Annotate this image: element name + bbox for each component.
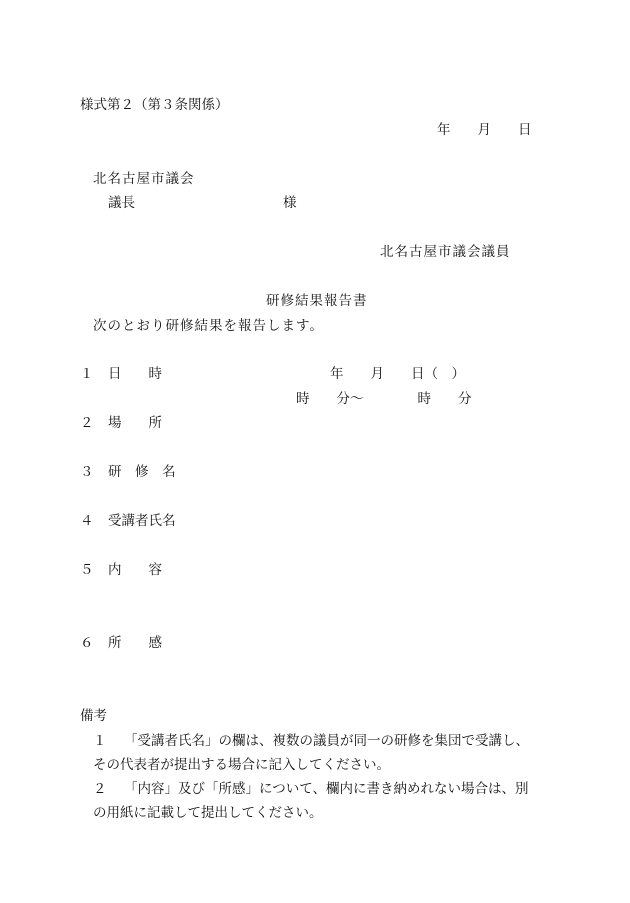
item-label-content: 内 容 <box>108 562 162 578</box>
note-text-line: その代表者が提出する場合に記入してください。 <box>93 757 390 773</box>
addressee-title: 議長 <box>108 195 135 211</box>
item-number: １ <box>80 366 94 382</box>
item-label-impressions: 所 感 <box>108 635 162 651</box>
item-number: ４ <box>80 513 94 529</box>
form-label: 様式第２（第３条関係） <box>80 97 229 113</box>
item-label-place: 場 所 <box>108 415 162 431</box>
addressee-honorific: 様 <box>283 195 297 211</box>
item-label-training-name: 研 修 名 <box>108 464 176 480</box>
note-number: １ <box>93 733 107 749</box>
item-number: ２ <box>80 415 94 431</box>
date-line: 年 月 日 <box>437 122 532 138</box>
note-text-line: の用紙に記載して提出してください。 <box>93 805 323 821</box>
note-number: ２ <box>93 781 107 797</box>
item-number: ５ <box>80 562 94 578</box>
document-intro: 次のとおり研修結果を報告します。 <box>93 318 324 334</box>
item-number: ６ <box>80 635 94 651</box>
note-text-line: 「受講者氏名」の欄は、複数の議員が同一の研修を集団で受講し、 <box>124 733 529 749</box>
time-fields: 時 分～ 時 分 <box>296 391 472 407</box>
date-fields: 年 月 日（ ） <box>330 366 465 382</box>
item-label-datetime: 日 時 <box>108 366 162 382</box>
notes-heading: 備考 <box>80 708 107 724</box>
sender-line: 北名古屋市議会議員 <box>380 244 511 260</box>
addressee-org: 北名古屋市議会 <box>93 171 195 187</box>
item-number: ３ <box>80 464 94 480</box>
note-text-line: 「内容」及び「所感」について、欄内に書き納めれない場合は、別 <box>124 781 529 797</box>
document-title: 研修結果報告書 <box>266 293 368 309</box>
item-label-attendee-name: 受講者氏名 <box>108 513 176 529</box>
